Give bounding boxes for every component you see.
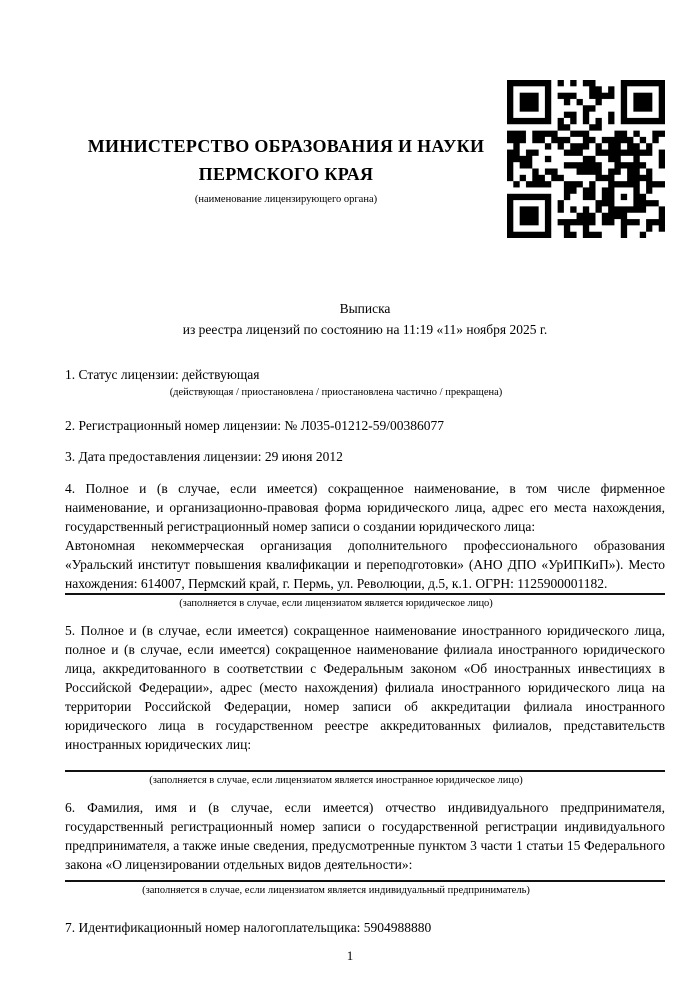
document-title-line2: из реестра лицензий по состоянию на 11:19 «11» ноября 2025 г. xyxy=(182,322,548,337)
document-title-line1: Выписка xyxy=(339,301,391,316)
qr-code-icon xyxy=(507,80,665,238)
item-individual-entrepreneur xyxy=(65,798,665,897)
item-legal-entity xyxy=(65,479,665,610)
legal-entity-value: Автономная некоммерческая организация дополнительного профессионального образования «Уральский институт повышения квалификации и переподготовки» (АНО ДПО «УрИПКиП»). Место нахождения: 614007, Пермский край, г. Пермь, ул. Революции, д.5, к.1. ОГРН: 1125900001182. xyxy=(65,538,665,591)
item-foreign-entity xyxy=(65,621,665,787)
license-status-caption: (действующая / приостановлена / приостановлена частично / прекращена) xyxy=(169,387,503,398)
registration-number-text: 2. Регистрационный номер лицензии: № Л035-01212-59/00386077 xyxy=(65,418,445,433)
individual-entrepreneur-caption: (заполняется в случае, если лицензиатом является индивидуальный предприниматель) xyxy=(142,885,530,896)
individual-entrepreneur-fill-line xyxy=(65,880,665,882)
licensing-authority-name xyxy=(65,132,507,188)
item-taxpayer-number xyxy=(65,918,665,937)
document-header xyxy=(65,80,665,238)
foreign-entity-caption: (заполняется в случае, если лицензиатом является иностранное юридическое лицо) xyxy=(149,775,523,786)
foreign-entity-blank xyxy=(65,754,665,770)
page-number: 1 xyxy=(346,948,354,963)
foreign-entity-fill-line xyxy=(65,770,665,772)
taxpayer-number-text: 7. Идентификационный номер налогоплательщика: 5904988880 xyxy=(65,920,432,935)
licensing-authority-block xyxy=(65,132,507,206)
license-status-text: 1. Статус лицензии: действующая xyxy=(65,367,260,382)
item-license-status xyxy=(65,365,665,399)
legal-entity-label: 4. Полное и (в случае, если имеется) сокращенное наименование, в том числе фирменное наименование, и организационно-правовая форма юридического лица, адрес его места нахождения, государственный регистрационный номер записи о создании юридического лица: xyxy=(65,481,665,534)
legal-entity-fill-line xyxy=(65,593,665,595)
foreign-entity-label: 5. Полное и (в случае, если имеется) сокращенное наименование иностранного юридического лица, полное и (в случае, если имеется) сокращенное наименование филиала иностранного юридического лица, аккредитованного в соответствии с Федеральным законом «Об иностранных инвестициях в Российской Федерации», адрес (место нахождения) филиала иностранного юридического лица на территории Российской Федерации, номер записи об аккредитации филиала иностранного юридического лица в государственном реестре аккредитованных филиалов, представительств иностранных юридических лиц: xyxy=(65,623,665,752)
item-registration-number xyxy=(65,416,665,435)
licensing-authority-caption: (наименование лицензирующего органа) xyxy=(194,194,378,205)
licensing-authority-name-line2: ПЕРМСКОГО КРАЯ xyxy=(198,164,374,184)
licensing-authority-name-line1: МИНИСТЕРСТВО ОБРАЗОВАНИЯ И НАУКИ xyxy=(87,136,485,156)
legal-entity-caption: (заполняется в случае, если лицензиатом является юридическое лицо) xyxy=(179,598,493,609)
individual-entrepreneur-label: 6. Фамилия, имя и (в случае, если имеется) отчество индивидуального предпринимателя, государственный регистрационный номер записи о государственной регистрации индивидуального предпринимателя, а также иные сведения, предусмотренные пунктом 3 части 1 статьи 15 Федерального закона «О лицензировании отдельных видов деятельности»: xyxy=(65,800,665,872)
license-date-text: 3. Дата предоставления лицензии: 29 июня 2012 xyxy=(65,449,343,464)
item-license-date xyxy=(65,447,665,466)
document-title xyxy=(65,298,665,340)
